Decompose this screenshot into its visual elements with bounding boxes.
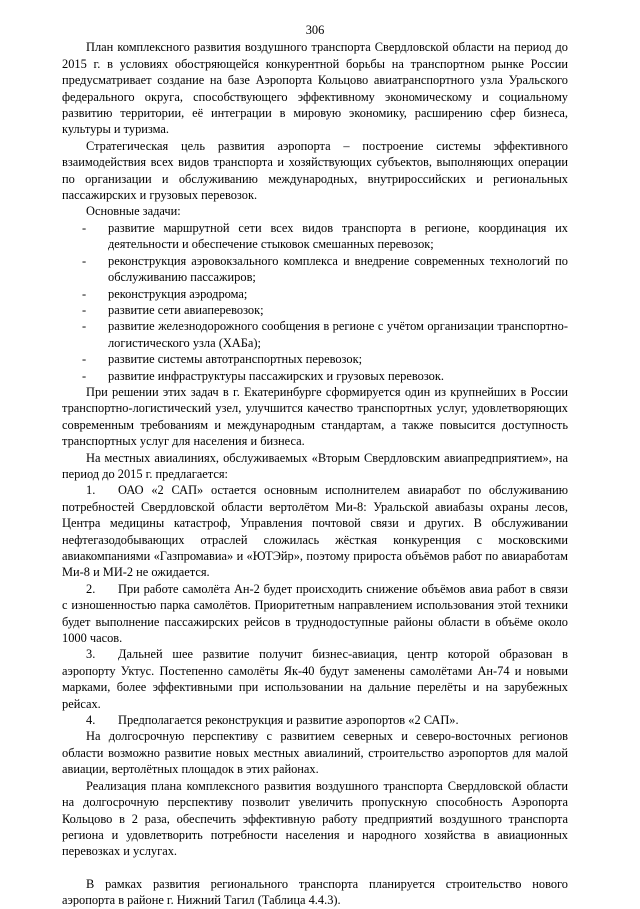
task-text: развитие железнодорожного сообщения в регионе с учётом организации транспортно-логистического узла (ХАБа);: [108, 319, 568, 350]
task-item: [62, 318, 568, 351]
paragraph-implementation: Реализация плана комплексного развития воздушного транспорта Свердловской области на долгосрочную перспективу позволит увеличить пропускную способность Аэропорта Кольцово в 2 раза, обеспечить эффективную работу предприятий воздушного транспорта региона и удовлетворить потребности населения и народного хозяйства в авиационных перевозках и услугах.: [62, 778, 568, 859]
paragraph-logistics-hub: При решении этих задач в г. Екатеринбурге сформируется один из крупнейших в России транспортно-логистический узел, улучшится качество транспортных услуг, удовлетворяющих современным требованиям и международным стандартам, а также повысится доступность транспортных услуг для населения и бизнеса.: [62, 384, 568, 449]
task-item: [62, 302, 568, 318]
task-item: [62, 220, 568, 253]
tasks-list: [62, 220, 568, 384]
task-text: реконструкция аэровокзального комплекса и внедрение современных технологий по обслуживанию пассажиров;: [108, 253, 568, 285]
dash-bullet: -: [82, 352, 87, 367]
task-text: развитие сети авиаперевозок;: [108, 302, 264, 317]
tasks-label: Основные задачи:: [86, 204, 181, 219]
blank-line: [62, 860, 568, 876]
paragraph-long-term: На долгосрочную перспективу с развитием северных и северо-восточных регионов области возможно развитие новых местных авиалиний, строительство аэропортов для малой авиации, вертолётных площадок в этих районах.: [62, 729, 568, 777]
task-item: [62, 286, 568, 302]
task-text: развитие маршрутной сети всех видов транспорта в регионе, координация их деятельности и обеспечение стыковок смешанных перевозок;: [108, 220, 568, 252]
dash-bullet: -: [82, 286, 87, 301]
document-page: [62, 22, 568, 909]
numbered-list: [62, 482, 568, 728]
numbered-item: [62, 712, 568, 728]
paragraph-local-airlines: На местных авиалиниях, обслуживаемых «Вторым Свердловским авиапредприятием», на период до 2015 г. предлагается:: [62, 450, 568, 481]
item-number: 4.: [86, 713, 96, 728]
item-text: ОАО «2 САП» остается основным исполнителем авиаработ по обслуживанию потребностей Свердловской области вертолётом Ми-8: Уральской авиабазы охраны лесов, Центра медицины катастроф, Управления почтовой связи и других. В обслуживании нефтегазодобывающих отраслей сложилась жёсткая конкуренция с московскими авиакомпаниями «Газпромавиа» и «ЮТЭйр», поэтому прироста объёмов работ по авиаработам Ми-8 и МИ-2 не ожидается.: [62, 483, 568, 580]
numbered-item: [62, 581, 568, 647]
paragraph-strategic-goal: Стратегическая цель развития аэропорта – построение системы эффективного взаимодействия всех видов транспорта и хозяйствующих субъектов, выполняющих операции по организации и обслуживанию международных, внутрироссийских и региональных пассажирских и грузовых перевозок.: [62, 138, 568, 203]
task-text: развитие системы автотранспортных перевозок;: [108, 352, 363, 367]
task-item: [62, 368, 568, 384]
dash-bullet: -: [82, 368, 87, 383]
item-number: 3.: [86, 647, 96, 662]
dash-bullet: -: [82, 302, 87, 317]
task-item: [62, 351, 568, 367]
dash-bullet: -: [82, 220, 87, 235]
item-text: Предполагается реконструкция и развитие аэропортов «2 САП».: [118, 713, 459, 728]
paragraph-new-airport: В рамках развития регионального транспорта планируется строительство нового аэропорта в районе г. Нижний Тагил (Таблица 4.4.3).: [62, 876, 568, 908]
paragraph-plan: План комплексного развития воздушного транспорта Свердловской области на период до 2015 г. в условиях обостряющейся конкурентной борьбы на транспортном рынке России предусматривает создание на базе Аэропорта Кольцово авиатранспортного узла Уральского федерального округа, способствующего эффективному экономическому и социальному развитию территории, её интеграции в мировую экономику, расширению сфер бизнеса, культуры и туризма.: [62, 40, 568, 137]
numbered-item: [62, 646, 568, 712]
task-text: реконструкция аэродрома;: [108, 286, 248, 301]
item-text: При работе самолёта Ан-2 будет происходить снижение объёмов авиа работ в связи с изношенностью парка самолётов. Приоритетным направлением использования этой техники будет выполнение пассажирских рейсов в труднодоступные районы области в объёме около 1000 часов.: [62, 581, 568, 646]
item-number: 1.: [86, 483, 96, 498]
dash-bullet: -: [82, 253, 87, 268]
task-item: [62, 253, 568, 286]
numbered-item: [62, 482, 568, 580]
page-number: 306: [305, 23, 325, 37]
item-number: 2.: [86, 581, 96, 596]
item-text: Дальней шее развитие получит бизнес-авиация, центр которой образован в аэропорту Уктус. Постепенно самолёты Як-40 будут заменены самолётами Ан-74 и новыми марками, более эффективными при использовании на дальние перелёты и на зарубежных рейсах.: [62, 647, 568, 711]
task-text: развитие инфраструктуры пассажирских и грузовых перевозок.: [108, 368, 444, 383]
dash-bullet: -: [82, 319, 87, 334]
